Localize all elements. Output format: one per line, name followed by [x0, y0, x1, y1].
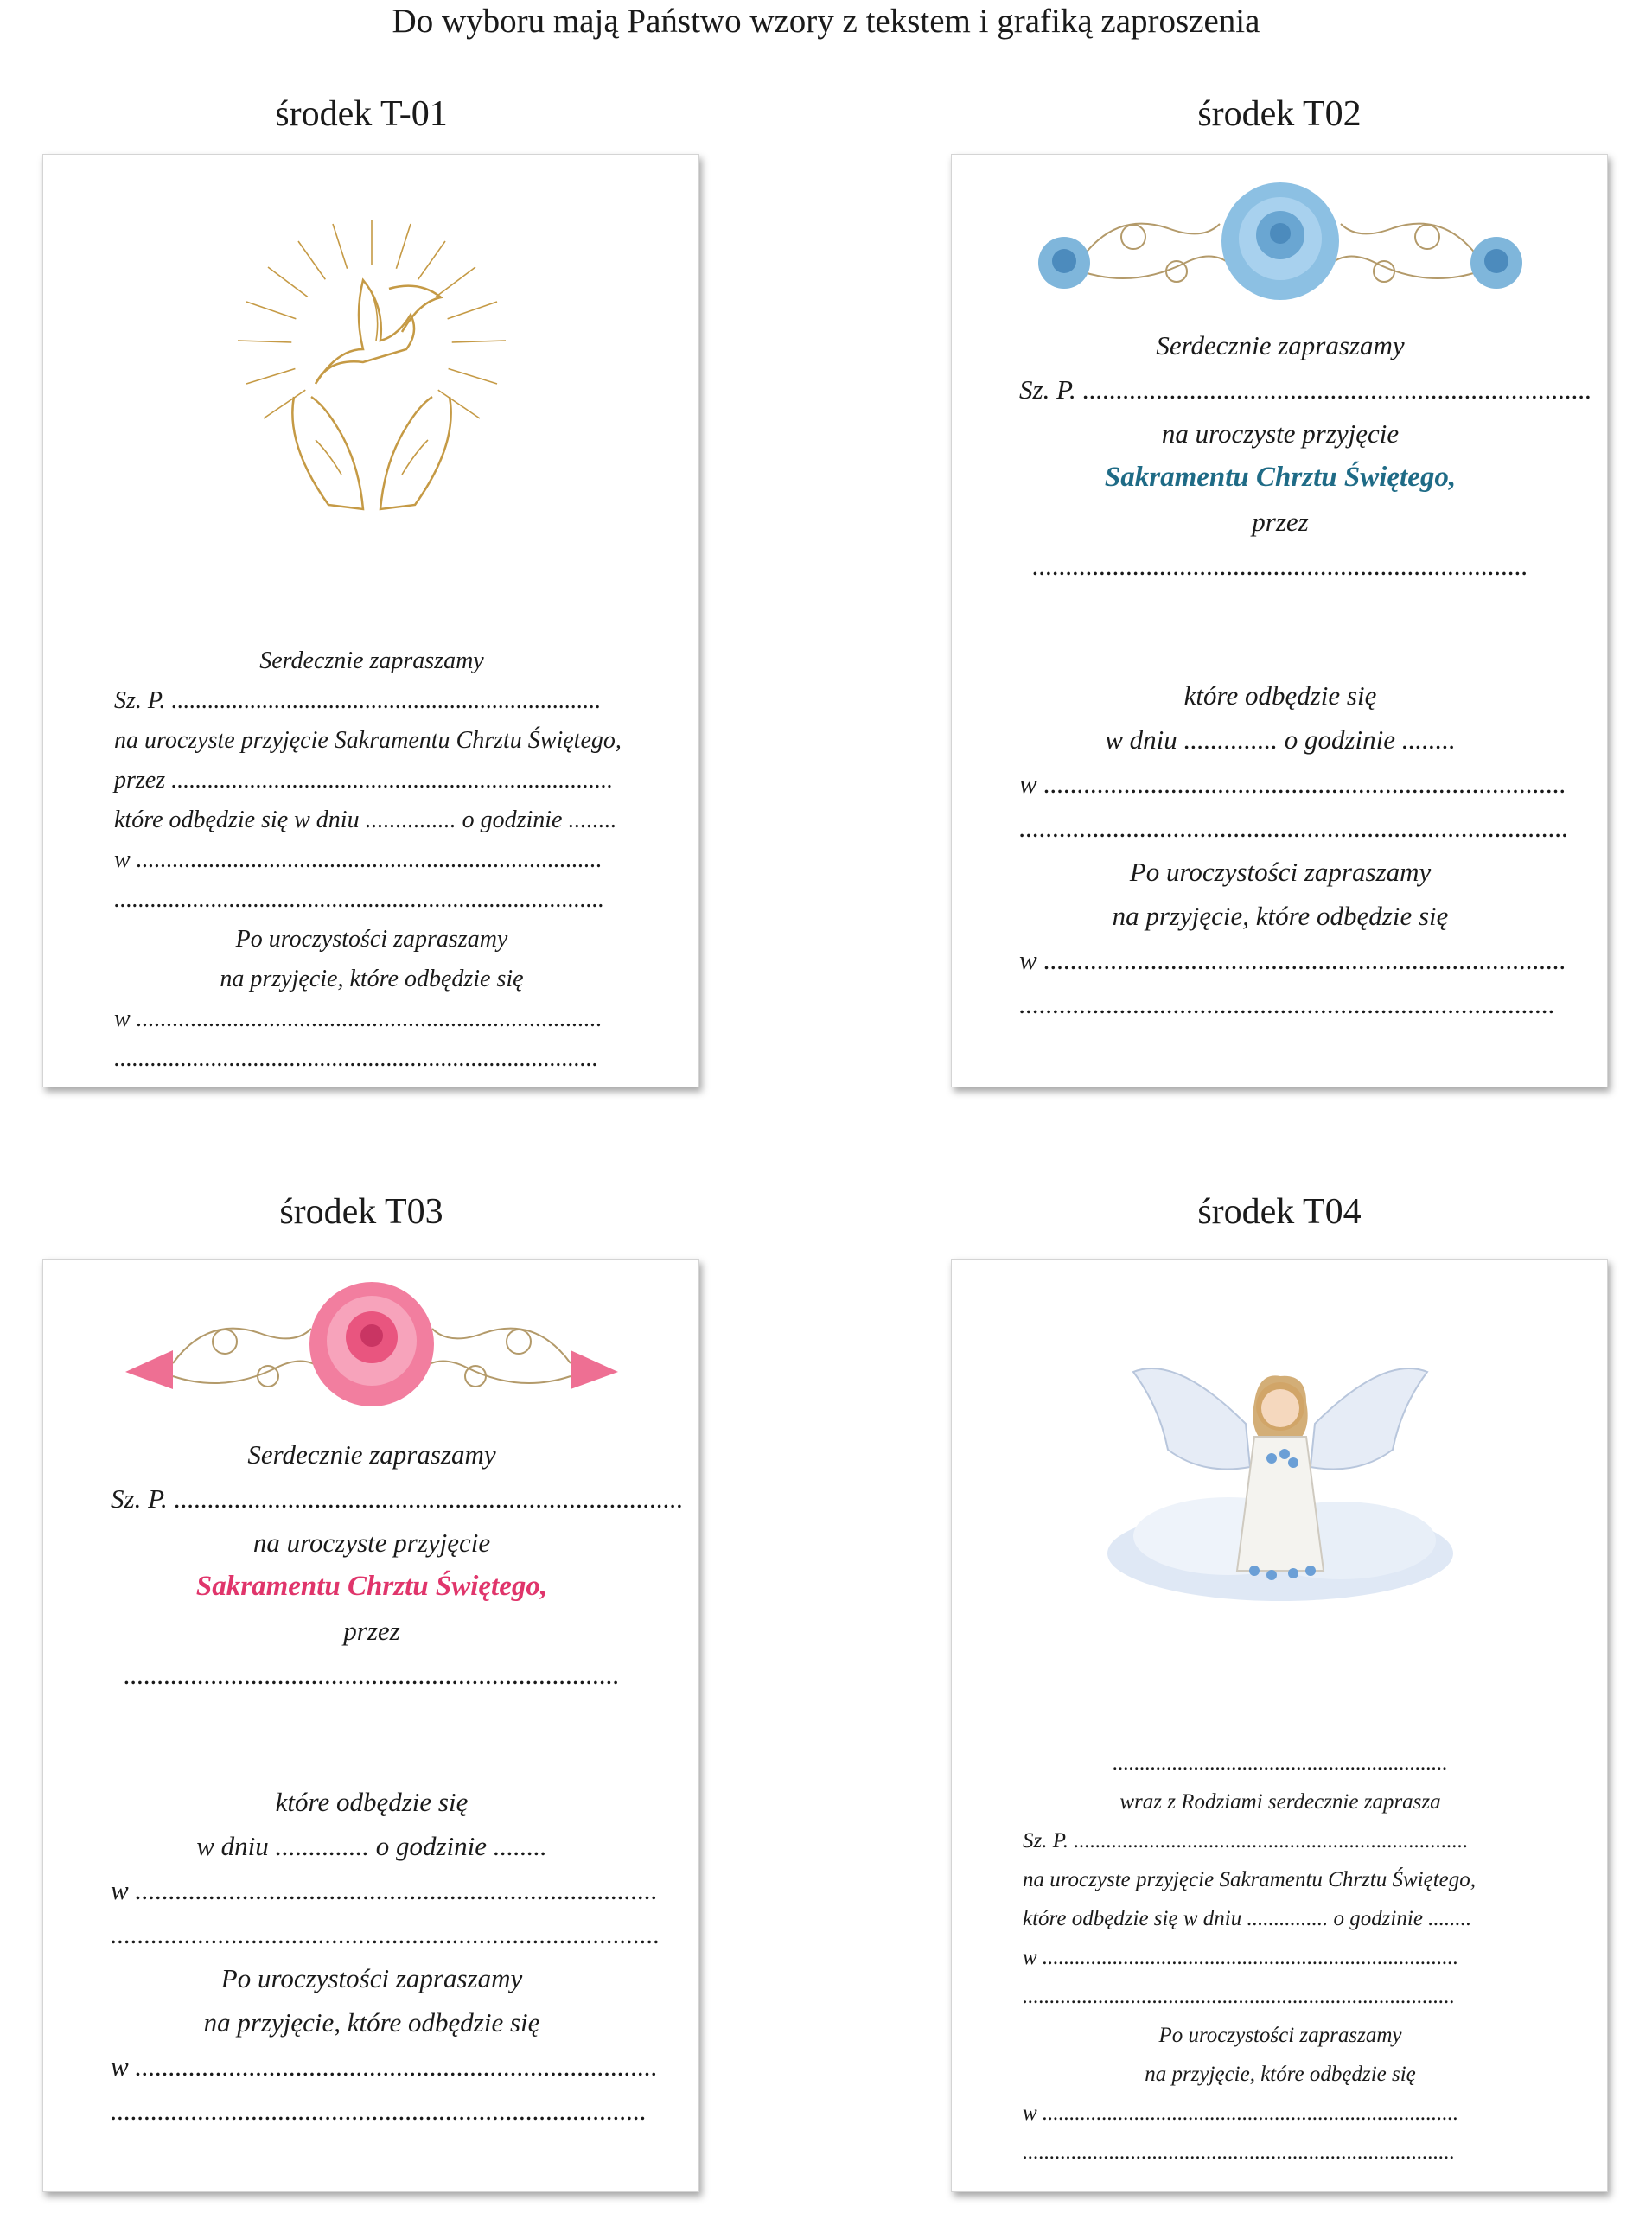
t01-line: przez .........................................................................	[114, 767, 614, 794]
t02-text-top	[952, 323, 1609, 588]
t04-line: na uroczyste przyjęcie Sakramentu Chrztu Świętego,	[1023, 1868, 1476, 1891]
pink-rose-ornament-icon	[121, 1277, 622, 1424]
t04-line: wraz z Rodziami serdecznie zaprasza	[1119, 1790, 1441, 1814]
t02-line: Po uroczystości zapraszamy	[1129, 857, 1432, 887]
t02-line: na przyjęcie, które odbędzie się	[1112, 901, 1449, 931]
t02-line: w ..............................................................................	[1019, 945, 1566, 975]
t03-line: Serdecznie zapraszamy	[247, 1439, 496, 1470]
t03-line: w ..............................................................................	[111, 1875, 658, 1905]
card-t01	[42, 154, 699, 1087]
dove-hands-icon	[233, 220, 510, 518]
t01-line: ................................................................................	[114, 1045, 598, 1072]
angel-illustration-icon	[1099, 1355, 1462, 1605]
page-header: Do wyboru mają Państwo wzory z tekstem i grafiką zaproszenia	[392, 3, 1260, 40]
t04-line: ................................................................................	[1023, 1985, 1455, 2008]
t03-line: w ..............................................................................	[111, 2051, 658, 2082]
t03-line: Sz. P. ............................................................................	[111, 1483, 684, 1514]
t03-line: które odbędzie się	[275, 1787, 469, 1817]
t01-line: które odbędzie się w dniu ............... o godzinie ........	[114, 807, 617, 833]
t02-line: w dniu .............. o godzinie ........	[1105, 724, 1456, 755]
t03-line: ..........................................................................	[124, 1660, 620, 1690]
t04-line: ..............................................................	[1113, 1751, 1448, 1775]
t04-line: które odbędzie się w dniu ............... o godzinie ........	[1023, 1907, 1472, 1930]
label-t02: środek T02	[1197, 94, 1362, 134]
card-t04	[951, 1259, 1608, 2192]
t01-line: na uroczyste przyjęcie Sakramentu Chrztu Świętego,	[114, 727, 622, 754]
t04-text	[952, 1744, 1609, 2172]
t02-title: Sakramentu Chrztu Świętego,	[1104, 462, 1457, 493]
blue-rose-ornament-icon	[1030, 176, 1531, 319]
t03-line: Po uroczystości zapraszamy	[220, 1963, 523, 1993]
t03-line: przez	[343, 1616, 400, 1646]
t03-line: na przyjęcie, które odbędzie się	[203, 2007, 540, 2038]
t04-line: na przyjęcie, które odbędzie się	[1145, 2063, 1416, 2086]
t01-line: .................................................................................	[114, 886, 604, 913]
t02-line: ..........................................................................	[1032, 551, 1528, 581]
t02-line: Serdecznie zapraszamy	[1156, 330, 1405, 360]
t01-line: na przyjęcie, które odbędzie się	[220, 966, 524, 992]
label-t03: środek T03	[279, 1192, 443, 1232]
t01-text	[43, 641, 700, 1079]
t01-line: Sz. P. .......................................................................	[114, 687, 602, 714]
label-t01: środek T-01	[275, 94, 448, 134]
label-t04: środek T04	[1197, 1192, 1362, 1232]
t01-line: Po uroczystości zapraszamy	[235, 926, 508, 953]
t03-line: na uroczyste przyjęcie	[252, 1527, 491, 1558]
t02-line: Sz. P. ............................................................................	[1019, 374, 1592, 405]
t02-text-bottom	[952, 673, 1609, 1026]
t02-line: ..................................................................................	[1019, 813, 1569, 843]
t03-line: ..................................................................................	[111, 1919, 660, 1949]
t03-title: Sakramentu Chrztu Świętego,	[195, 1571, 548, 1602]
t04-line: Sz. P. .........................................................................	[1023, 1829, 1469, 1853]
t02-line: na uroczyste przyjęcie	[1161, 418, 1400, 449]
t03-text-bottom	[43, 1780, 700, 2133]
t02-line: w ..............................................................................	[1019, 768, 1566, 799]
t02-line: ................................................................................	[1019, 989, 1555, 1019]
t03-line: w dniu .............. o godzinie ........	[196, 1831, 547, 1861]
t03-text-top	[43, 1432, 700, 1697]
t04-line: w .............................................................................	[1023, 1946, 1459, 1969]
t04-line: w .............................................................................	[1023, 2101, 1459, 2125]
t01-line: w .............................................................................	[114, 846, 603, 873]
card-t03	[42, 1259, 699, 2192]
t02-line: przez	[1252, 507, 1309, 537]
t03-line: ................................................................................	[111, 2095, 647, 2126]
t01-line: w .............................................................................	[114, 1005, 603, 1032]
t04-line: Po uroczystości zapraszamy	[1158, 2024, 1402, 2047]
card-t02	[951, 154, 1608, 1087]
t04-line: ................................................................................	[1023, 2140, 1455, 2164]
t01-line: Serdecznie zapraszamy	[259, 647, 484, 674]
t02-line: które odbędzie się	[1183, 680, 1377, 711]
